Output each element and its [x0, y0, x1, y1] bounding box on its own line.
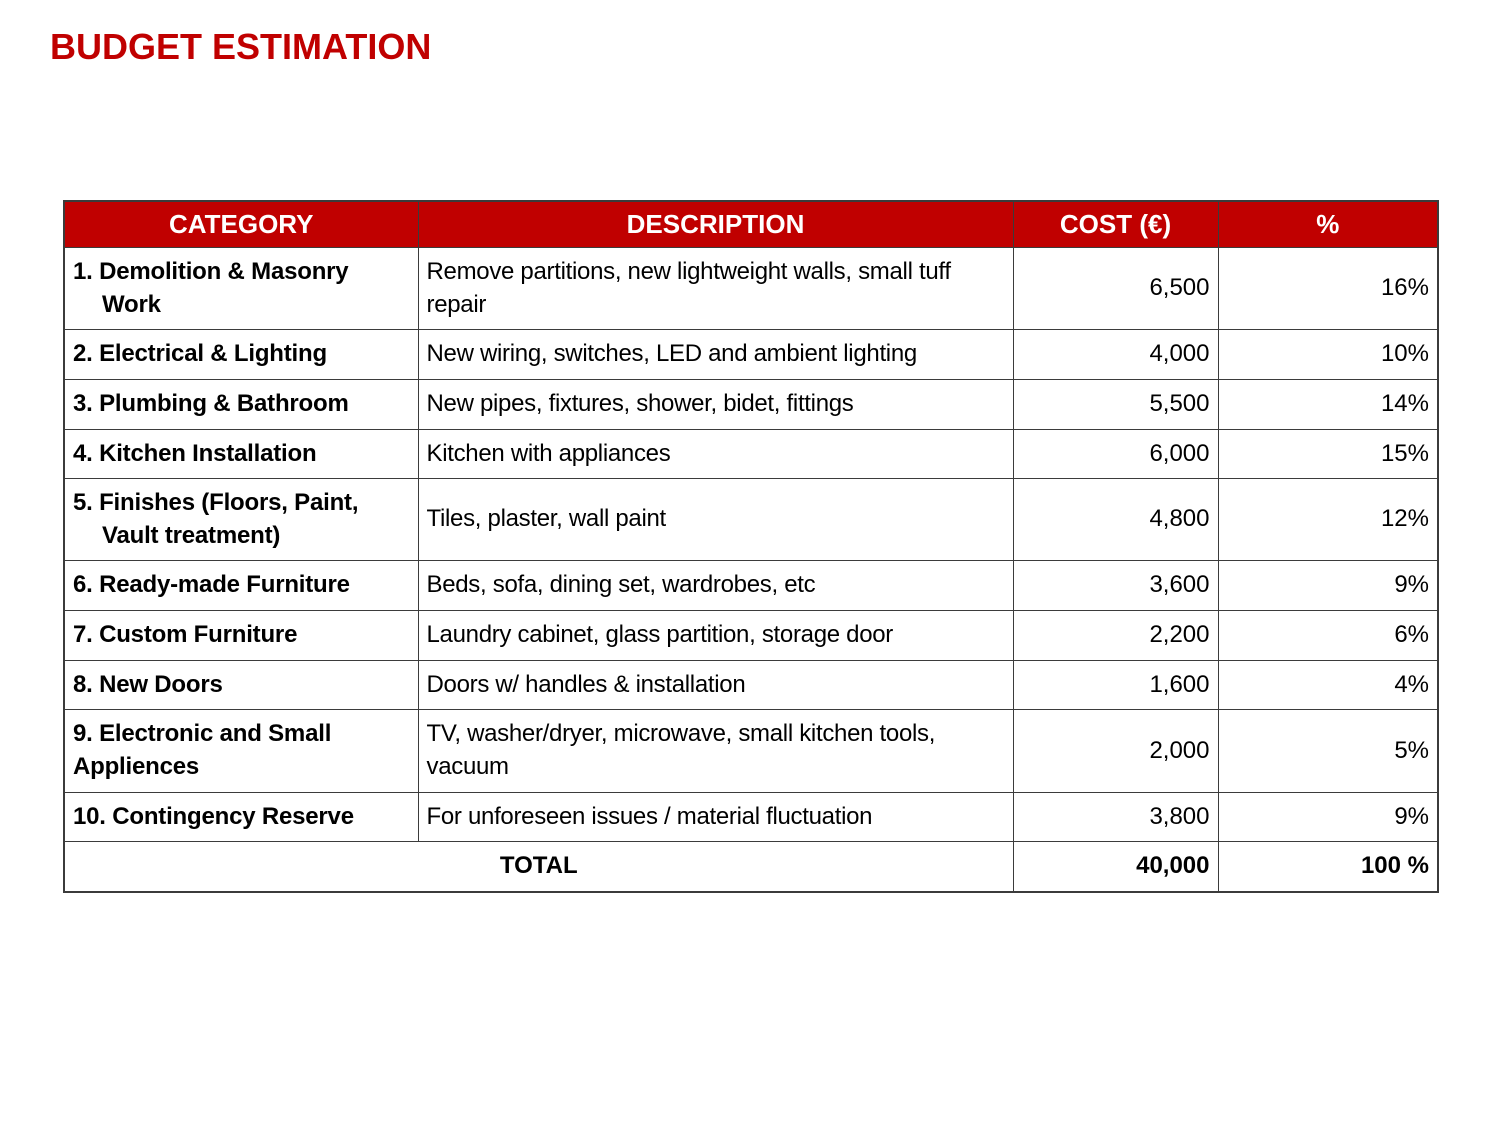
cost-cell: 2,000: [1013, 710, 1218, 792]
total-percent: 100 %: [1218, 842, 1438, 892]
percent-cell: 16%: [1218, 248, 1438, 330]
description-cell: Kitchen with appliances: [418, 429, 1013, 479]
percent-cell: 4%: [1218, 660, 1438, 710]
cost-cell: 2,200: [1013, 611, 1218, 661]
percent-cell: 5%: [1218, 710, 1438, 792]
category-cell: 6. Ready-made Furniture: [64, 561, 418, 611]
percent-cell: 14%: [1218, 379, 1438, 429]
cost-cell: 5,500: [1013, 379, 1218, 429]
col-header-category: CATEGORY: [64, 201, 418, 248]
category-cell: 3. Plumbing & Bathroom: [64, 379, 418, 429]
cost-cell: 6,500: [1013, 248, 1218, 330]
table-row: [64, 379, 1438, 429]
total-cost: 40,000: [1013, 842, 1218, 892]
cost-cell: 3,600: [1013, 561, 1218, 611]
description-cell: Beds, sofa, dining set, wardrobes, etc: [418, 561, 1013, 611]
percent-cell: 9%: [1218, 561, 1438, 611]
table-row: [64, 792, 1438, 842]
col-header-cost: COST (€): [1013, 201, 1218, 248]
table-row: [64, 611, 1438, 661]
category-cell: 7. Custom Furniture: [64, 611, 418, 661]
table-header: [64, 201, 1438, 248]
description-cell: New pipes, fixtures, shower, bidet, fittings: [418, 379, 1013, 429]
percent-cell: 12%: [1218, 479, 1438, 561]
description-cell: Remove partitions, new lightweight walls, small tuff repair: [418, 248, 1013, 330]
category-cell: 9. Electronic and Small Appliences: [64, 710, 418, 792]
percent-cell: 15%: [1218, 429, 1438, 479]
table-row: [64, 429, 1438, 479]
table-footer: [64, 842, 1438, 892]
description-cell: TV, washer/dryer, microwave, small kitchen tools, vacuum: [418, 710, 1013, 792]
table-row: [64, 710, 1438, 792]
table-body: [64, 248, 1438, 842]
budget-table: [63, 200, 1439, 893]
category-cell: 1. Demolition & Masonry Work: [64, 248, 418, 330]
category-cell: 10. Contingency Reserve: [64, 792, 418, 842]
percent-cell: 6%: [1218, 611, 1438, 661]
category-cell: 4. Kitchen Installation: [64, 429, 418, 479]
cost-cell: 4,000: [1013, 330, 1218, 380]
table-row: [64, 479, 1438, 561]
cost-cell: 6,000: [1013, 429, 1218, 479]
cost-cell: 3,800: [1013, 792, 1218, 842]
cost-cell: 1,600: [1013, 660, 1218, 710]
header-row: [64, 201, 1438, 248]
category-cell: 8. New Doors: [64, 660, 418, 710]
description-cell: Tiles, plaster, wall paint: [418, 479, 1013, 561]
category-cell: 5. Finishes (Floors, Paint, Vault treatment): [64, 479, 418, 561]
col-header-percent: %: [1218, 201, 1438, 248]
description-cell: Laundry cabinet, glass partition, storage door: [418, 611, 1013, 661]
total-row: [64, 842, 1438, 892]
total-label: TOTAL: [64, 842, 1013, 892]
col-header-description: DESCRIPTION: [418, 201, 1013, 248]
percent-cell: 9%: [1218, 792, 1438, 842]
table-row: [64, 248, 1438, 330]
table-row: [64, 330, 1438, 380]
description-cell: New wiring, switches, LED and ambient lighting: [418, 330, 1013, 380]
table-row: [64, 561, 1438, 611]
cost-cell: 4,800: [1013, 479, 1218, 561]
table-row: [64, 660, 1438, 710]
page-title: BUDGET ESTIMATION: [50, 26, 432, 67]
description-cell: Doors w/ handles & installation: [418, 660, 1013, 710]
category-cell: 2. Electrical & Lighting: [64, 330, 418, 380]
percent-cell: 10%: [1218, 330, 1438, 380]
description-cell: For unforeseen issues / material fluctuation: [418, 792, 1013, 842]
